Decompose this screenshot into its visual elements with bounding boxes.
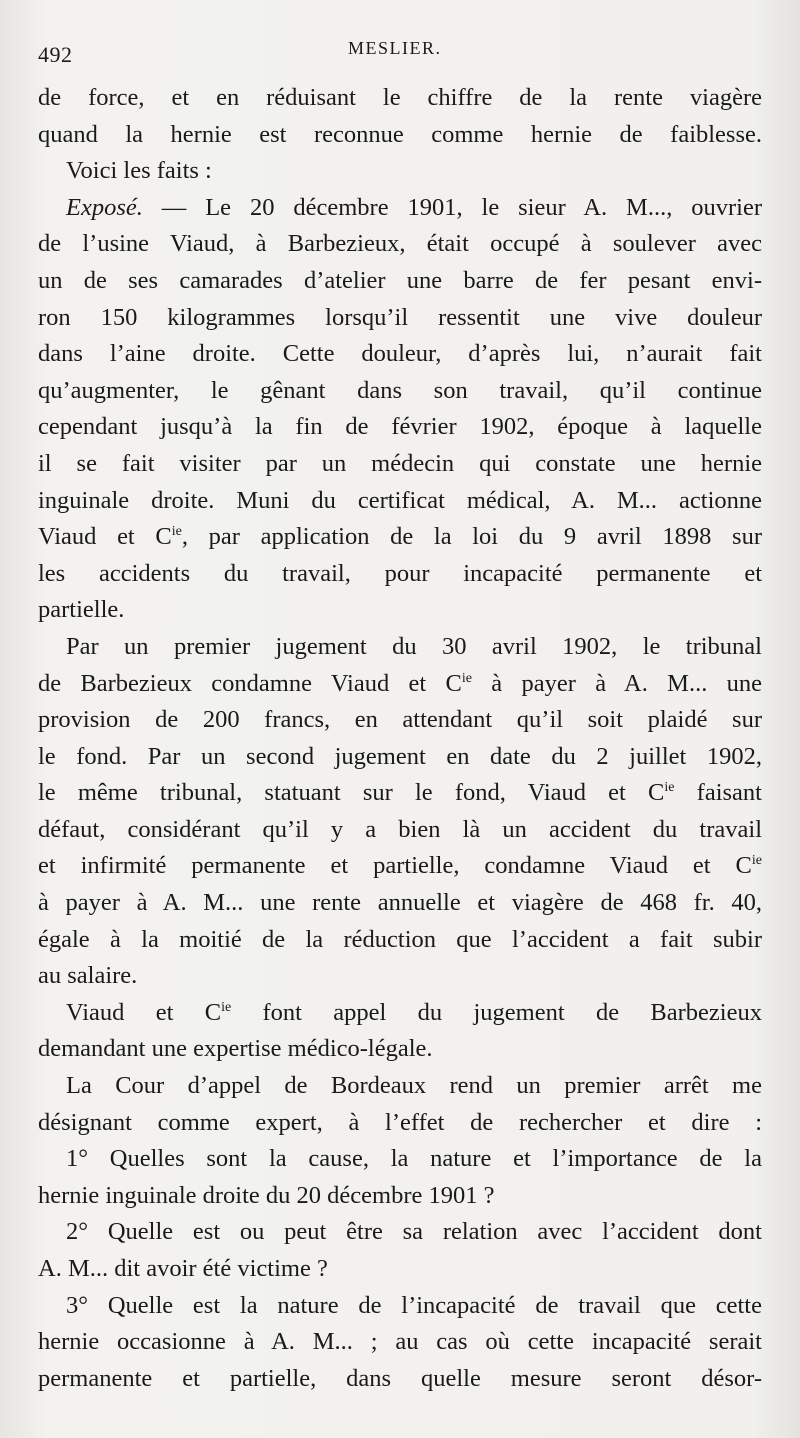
text-line: à payer à A. M... une rente annuelle et viagère de 468 fr. 40, xyxy=(38,889,762,917)
text-line: provision de 200 francs, en attendant qu’il soit plaidé sur xyxy=(38,706,762,734)
text-line: dans l’aine droite. Cette douleur, d’après lui, n’aurait fait xyxy=(38,340,762,368)
text-line: il se fait visiter par un médecin qui constate une hernie xyxy=(38,449,762,477)
text-line: La Cour d’appel de Bordeaux rend un premier arrêt me xyxy=(66,1072,762,1100)
text-line: hernie inguinale droite du 20 décembre 1901 ? xyxy=(38,1181,495,1209)
running-head: MESLIER. xyxy=(348,38,442,58)
text-line: le même tribunal, statuant sur le fond, Viaud et $C^{ie}$ faisant xyxy=(38,779,762,807)
text-line: 1° Quelles sont la cause, la nature et l’importance de la xyxy=(66,1145,762,1173)
text-line: désignant comme expert, à l’effet de rechercher et dire : xyxy=(38,1108,762,1136)
text-line: Voici les faits : xyxy=(66,157,212,185)
page-header xyxy=(38,34,758,74)
text-line: de force, et en réduisant le chiffre de la rente viagère xyxy=(38,84,762,111)
text-line: et infirmité permanente et partielle, condamne Viaud et $C^{ie}$ xyxy=(38,852,762,880)
text-line: au salaire. xyxy=(38,962,138,990)
text-line: 2° Quelle est ou peut être sa relation avec l’accident dont xyxy=(66,1218,762,1246)
body-text xyxy=(38,80,762,1397)
text-line: les accidents du travail, pour incapacité permanente et xyxy=(38,559,762,587)
text-line: Exposé. — Le 20 décembre 1901, le sieur A. M..., ouvrier xyxy=(66,193,762,221)
text-line: A. M... dit avoir été victime ? xyxy=(38,1255,328,1282)
text-line: demandant une expertise médico-légale. xyxy=(38,1035,433,1063)
text-line: quand la hernie est reconnue comme hernie de faiblesse. xyxy=(38,120,762,148)
text-line: partielle. xyxy=(38,596,125,624)
text-line: Par un premier jugement du 30 avril 1902, le tribunal xyxy=(66,632,762,660)
page-number: 492 xyxy=(38,42,73,67)
text-line: qu’augmenter, le gênant dans son travail, qu’il continue xyxy=(38,376,762,404)
text-line: ron 150 kilogrammes lorsqu’il ressentit une vive douleur xyxy=(38,303,762,331)
text-line: Viaud et $C^{ie}$, par application de la loi du 9 avril 1898 sur xyxy=(38,523,762,551)
text-line: cependant jusqu’à la fin de février 1902, époque à laquelle xyxy=(38,413,762,441)
text-line: un de ses camarades d’atelier une barre de fer pesant envi- xyxy=(38,266,762,294)
text-line: inguinale droite. Muni du certificat médical, A. M... actionne xyxy=(38,486,762,514)
text-line: 3° Quelle est la nature de l’incapacité de travail que cette xyxy=(66,1291,762,1319)
text-line: égale à la moitié de la réduction que l’accident a fait subir xyxy=(38,925,762,953)
text-line: hernie occasionne à A. M... ; au cas où cette incapacité serait xyxy=(38,1328,762,1356)
text-line: le fond. Par un second jugement en date du 2 juillet 1902, xyxy=(38,742,762,770)
italic-lead: Exposé. xyxy=(66,193,143,221)
text-line: de Barbezieux condamne Viaud et $C^{ie}$ à payer à A. M... une xyxy=(38,669,762,697)
text-line: de l’usine Viaud, à Barbezieux, était occupé à soulever avec xyxy=(38,230,762,258)
text-line: Viaud et $C^{ie}$ font appel du jugement de Barbezieux xyxy=(66,998,762,1026)
text-line: permanente et partielle, dans quelle mesure seront désor- xyxy=(38,1364,762,1392)
text-line: défaut, considérant qu’il y a bien là un accident du travail xyxy=(38,815,762,843)
